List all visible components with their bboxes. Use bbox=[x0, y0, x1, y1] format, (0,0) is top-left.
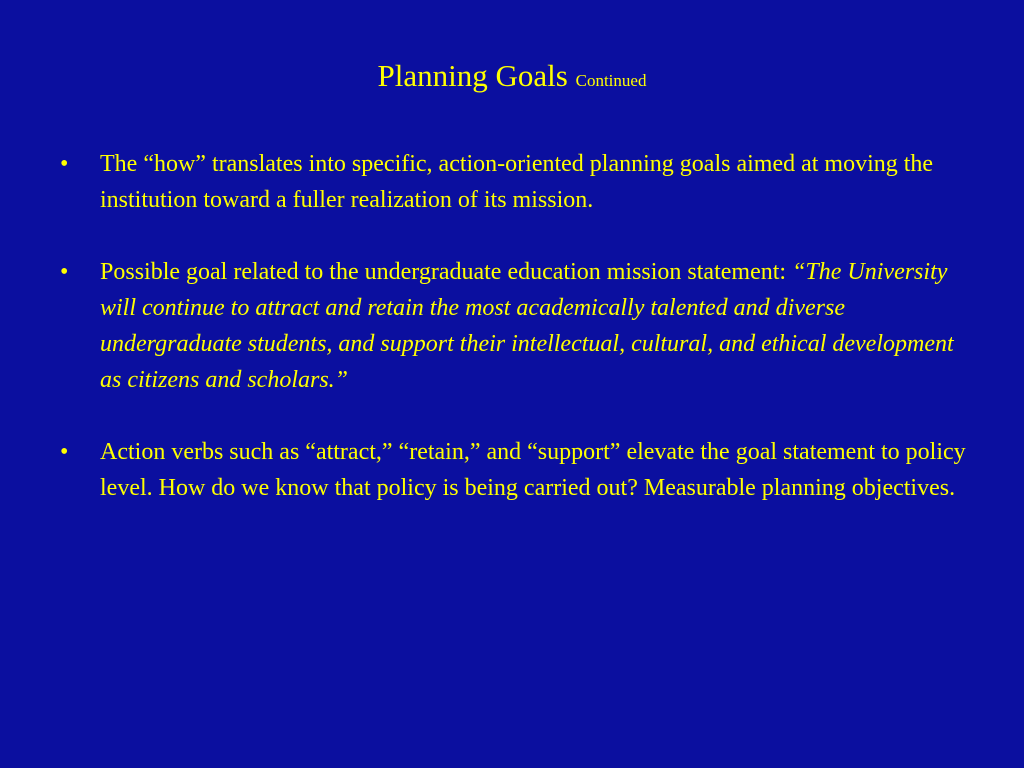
bullet-dot: • bbox=[60, 151, 69, 177]
bullet-text: The “how” translates into specific, action-oriented planning goals aimed at moving the institution toward a fuller realization of its mission. bbox=[100, 151, 934, 213]
bullet-text: Possible goal related to the undergraduate education mission statement: bbox=[100, 259, 787, 285]
bullet-item-3 bbox=[60, 434, 970, 506]
bullet-quote: “The University will continue to attract and retain the most academically talented and diverse undergraduate students, and support their intellectual, cultural, and ethical development as citizens and scholars.” bbox=[100, 259, 954, 393]
bullet-item-1 bbox=[60, 146, 970, 218]
bullet-dot: • bbox=[60, 439, 69, 465]
bullet-text: Action verbs such as “attract,” “retain,” and “support” elevate the goal statement to policy level. How do we know that policy is being carried out? Measurable planning objectives. bbox=[100, 439, 966, 501]
title-subtitle: Continued bbox=[575, 71, 647, 90]
bullet-list bbox=[60, 146, 970, 542]
bullet-item-2 bbox=[60, 254, 970, 398]
bullet-dot: • bbox=[60, 259, 69, 285]
title-text: Planning Goals bbox=[377, 58, 568, 93]
slide-title bbox=[0, 56, 1024, 101]
